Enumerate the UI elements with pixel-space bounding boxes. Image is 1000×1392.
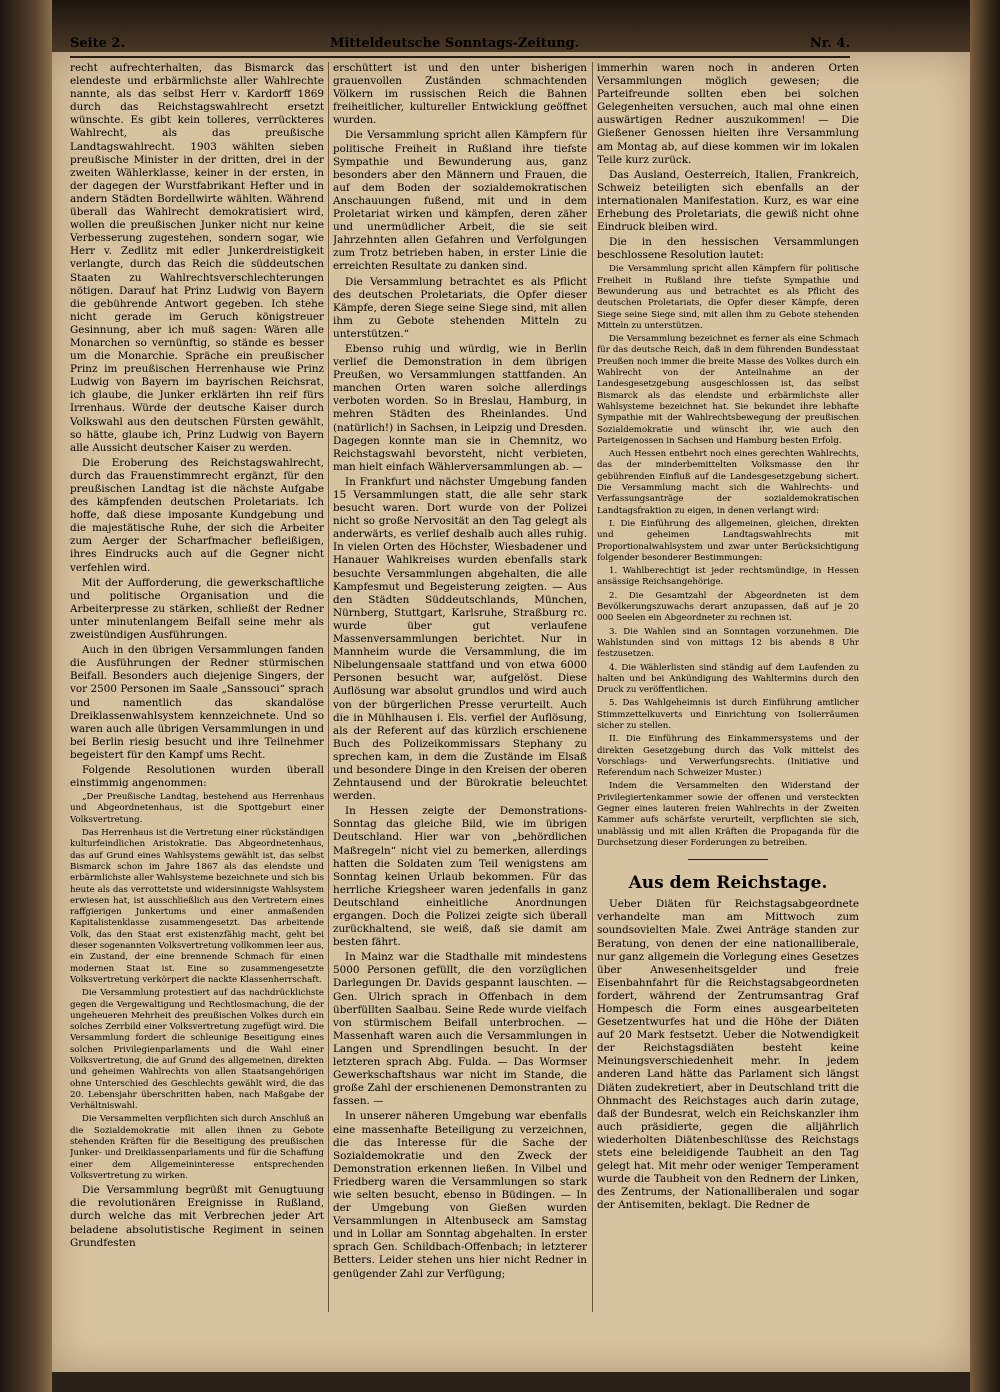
resolution-paragraph: Das Herrenhaus ist die Vertretung einer rückständigen kulturfeindlichen Aristokratie. Das Abgeordnetenhaus, das auf Grund eines Wahlsystems gewählt ist, das selbst Bismarck schon im Jahre 1867 als das elendste und erbärmlichste aller Wahlsysteme bezeichnete und sich bis heute als das verrottetste und widersinnigste Wahlsystem erwiesen hat, ist ausschließlich aus den Vertretern eines raffgierigen Junkertums und einer anmaßenden Kapitalistenklasse zusammengesetzt. Das arbeitende Volk, das den Staat erst existenzfähig macht, geht bei dieser sogenannten Volksvertretung vollkommen leer aus, ein Zustand, der eine brennende Schmach für einen modernen Staat ist. Eine so zusammengesetzte Volksvertretung verkörpert die nackte Klassenherrschaft. — [70, 828, 324, 985]
paragraph: Die in den hessischen Versammlungen beschlossene Resolution lautet: — [597, 236, 859, 262]
column-divider — [328, 62, 329, 1312]
page-edge-right — [970, 0, 1000, 1392]
paragraph: Ueber Diäten für Reichstagsabgeordnete verhandelte man am Mittwoch zum soundsovielten Male. Zwei Anträge standen zur Beratung, von denen der eine nationalliberale, nur ganz allgemein die Vorlegung eines Gesetzes über Anwesenheitsgelder und freie Eisenbahnfahrt für die Reichstagsabgeordneten fordert, während der Zentrumsantrag Graf Hompesch die Form eines ausgearbeiteten Gesetzentwurfes hat und die Höhe der Diäten auf 20 Mark festsetzt. Ueber die Notwendigkeit der Reichstagsdiäten besteht keine Meinungsverschiedenheit mehr. In jedem anderen Land hätte das Parlament sich längst Diäten zudekretiert, aber in Deutschland tritt die Ohnmacht des Reichstages auch darin zutage, daß der Bundesrat, welch ein Reichskanzler ihm auch präsidierte, gegen die alljährlich wiederholten Diätenbeschlüsse des Reichstags stets eine beleidigende Taubheit an den Tag gelegt hat. Mit mehr oder weniger Temperament wurde die Taubheit von den Rednern der Linken, des Zentrums, der Nationalliberalen und sogar der Antisemiten, beklagt. Die Redner de — [597, 898, 859, 1212]
resolution-paragraph: 1. Wahlberechtigt ist jeder rechtsmündige, in Hessen ansässige Reichsangehörige. — [597, 566, 859, 588]
newspaper-title: Mitteldeutsche Sonntags-Zeitung. — [330, 36, 580, 51]
paragraph: Folgende Resolutionen wurden überall einstimmig angenommen: — [70, 763, 324, 790]
resolution-paragraph: II. Die Einführung des Einkammersystems und der direkten Gesetzgebung durch das Volk mittelst des Vorschlags- und Verwerfungsrechts. (Initiative und Referendum nach Schweizer Muster.) — [597, 734, 859, 779]
column-2 — [333, 62, 587, 1312]
paragraph: Auch in den übrigen Versammlungen fanden die Ausführungen der Redner stürmischen Beifall. Besonders auch diejenige Singers, der vor 2500 Personen im Saale „Sanssouci“ sprach und namentlich das skandalöse Dreiklassenwahlsystem kennzeichnete. Und so waren auch alle übrigen Versammlungen in und bei Berlin riesig besucht und ihre Teilnehmer begeistert für den Kampf ums Recht. — [70, 644, 324, 761]
section-ornament — [597, 853, 859, 865]
paragraph: Die Versammlung begrüßt mit Genugtuung die revolutionären Ereignisse in Rußland, durch welche das mit Verbrechen jeder Art beladene absolutistische Regiment in seinen Grundfesten — [70, 1184, 324, 1249]
paragraph: In Hessen zeigte der Demonstrations-Sonntag das gleiche Bild, wie im übrigen Deutschland. Hier war von „behördlichen Maßregeln“ nicht viel zu bemerken, allerdings hatten die Soldaten zum Teil wenigstens am Sonntag keinen Urlaub bekommen. Für das herrliche Kriegsheer waren jedenfalls in ganz Deutschland einheitliche Anordnungen ergangen. Doch die Polizei zeigte sich überall zurückhaltend, sie weiß, daß sie damit am besten fährt. — [333, 805, 587, 949]
column-1 — [70, 62, 324, 1312]
paragraph: In Mainz war die Stadthalle mit mindestens 5000 Personen gefüllt, die den vorzüglichen Darlegungen Dr. Davids gespannt lauschten. — Gen. Ulrich sprach in Offenbach in dem überfüllten Saalbau. Seine Rede wurde vielfach von stürmischem Beifall unterbrochen. — Massenhaft waren auch die Versammlungen in Langen und Sprendlingen besucht. In der letzteren sprach Abg. Fulda. — Das Wormser Gewerkschaftshaus war nicht im Stande, die große Zahl der erschienenen Demonstranten zu fassen. — — [333, 951, 587, 1108]
issue-number: Nr. 4. — [809, 36, 850, 51]
paragraph: Die Eroberung des Reichstagswahlrecht, durch das Frauenstimmrecht ergänzt, für den preußischen Landtag ist die nächste Aufgabe des kämpfenden deutschen Proletariats. Ich hoffe, daß diese imposante Kundgebung und die majestätische Ruhe, der sich die Arbeiter zum Aerger der Scharfmacher befleißigen, ihres Eindrucks auch auf die Gegner nicht verfehlen wird. — [70, 456, 324, 574]
paragraph: Die Versammlung spricht allen Kämpfern für politische Freiheit in Rußland ihre tiefste Sympathie und Bewunderung aus, ganz besonders aber den Männern und Frauen, die auf dem Boden der sozialdemokratischen Anschauungen fußend, mit und in dem Proletariat wirken und kämpfen, deren zäher und unermüdlicher Arbeit, die sie seit Jahrzehnten allen Gefahren und Verfolgungen zum Trotz betrieben haben, in erster Linie die erreichten Resultate zu danken sind. — [333, 129, 587, 273]
paragraph: immerhin waren noch in anderen Orten Versammlungen möglich gewesen; die Parteifreunde sollten eben bei solchen Gelegenheiten versuchen, auch mal ohne einen auswärtigen Redner auszukommen! — Die Gießener Genossen hielten ihre Versammlung am Montag ab, auf diese kommen wir im lokalen Teile kurz zurück. — [597, 62, 859, 166]
resolution-paragraph: „Der Preußische Landtag, bestehend aus Herrenhaus und Abgeordnetenhaus, ist die Spottgeburt einer Volksvertretung. — [70, 792, 324, 825]
resolution-paragraph: Die Versammlung spricht allen Kämpfern für politische Freiheit in Rußland ihre tiefste Sympathie und Bewunderung aus und betrachtet es als Pflicht des deutschen Proletariats, die Opfer dieser Kämpfe, deren Siege seine Siege sind, mit allen ihm zu Gebote stehenden Mitteln zu unterstützen. — [597, 264, 859, 331]
resolution-paragraph: 4. Die Wählerlisten sind ständig auf dem Laufenden zu halten und bei Ankündigung des Wahltermins durch den Druck zu veröffentlichen. — [597, 662, 859, 696]
section-heading: Aus dem Reichstage. — [628, 873, 828, 894]
column-divider — [592, 62, 593, 1312]
paragraph: In unserer näheren Umgebung war ebenfalls eine massenhafte Beteiligung zu verzeichnen, die das Interesse für die Sache der Sozialdemokratie und den Zweck der Demonstration erkennen ließen. In Vilbel und Friedberg waren die Versammlungen so stark wie selten besucht, ebenso in Büdingen. — In der Umgebung von Gießen wurden Versammlungen in Altenbuseck am Samstag und in Lollar am Sonntag abgehalten. In erster sprach Gen. Schildbach-Offenbach; in letzterer Betters. Leider stehen uns hier nicht Redner in genügender Zahl zur Verfügung; — [333, 1110, 587, 1280]
resolution-paragraph: 5. Das Wahlgeheimnis ist durch Einführung amtlicher Stimmzettelkuverts und Einrichtung von Isolierräumen sicher zu stellen. — [597, 698, 859, 731]
page-number: Seite 2. — [70, 36, 125, 51]
paragraph: Das Ausland, Oesterreich, Italien, Frankreich, Schweiz beteiligten sich ebenfalls an der internationalen Manifestation. Kurz, es war eine Erhebung des Proletariats, die gewiß nicht ohne Eindruck bleiben wird. — [597, 168, 859, 234]
paragraph: Ebenso ruhig und würdig, wie in Berlin verlief die Demonstration in dem übrigen Preußen, wo Versammlungen stattfanden. An manchen Orten waren solche allerdings verboten worden. So in Breslau, Hamburg, in mehren Städten des Rheinlandes. Und (natürlich!) in Sachsen, in Leipzig und Dresden. Dagegen konnte man sie in Chemnitz, wo Reichstagswahl bevorsteht, nicht verbieten, man hielt einfach Wählerversammlungen ab. — — [333, 342, 587, 473]
column-3 — [597, 62, 859, 1312]
resolution-paragraph: 3. Die Wahlen sind an Sonntagen vorzunehmen. Die Wahlstunden sind von mittags 12 bis abends 8 Uhr festzusetzen. — [597, 626, 859, 660]
header-rule — [70, 56, 850, 58]
resolution-paragraph: 2. Die Gesamtzahl der Abgeordneten ist dem Bevölkerungszuwachs derart anzupassen, daß auf je 20 000 Seelen ein Abgeordneter zu rechnen ist. — [597, 590, 859, 624]
paragraph: recht aufrechterhalten, das Bismarck das elendeste und erbärmlichste aller Wahlrechte nannte, als das selbst Herr v. Kardorff 1869 durch das Reichstagswahlrecht ersetzt wünschte. Es gibt kein tolleres, verrückteres Wahlrecht, als das preußische Landtagswahlrecht. 1903 wählten sieben preußische Minister in der dritten, drei in der zweiten Wählerklasse, keiner in der ersten, in der dagegen der Wurstfabrikant Hefter und in andern Städten Bordellwirte wählten. Während überall das Wahlrecht demokratisiert wird, wollen die preußischen Junker nicht nur keine Verbesserung zugestehen, sondern sogar, wie Herr v. Zedlitz mit edler Junkerdreistigkeit verlangte, durch das Reich die süddeutschen Staaten zu Wahlrechtsverschlechterungen nötigen. Darauf hat Prinz Ludwig von Bayern die gebührende Antwort gegeben. Ich stehe nicht gerade im Geruch königstreuer Gesinnung, aber ich muß sagen: Wären alle Monarchen so vernünftig, so stände es besser um die Monarchie. Spräche ein preußischer Prinz im preußischen Herrenhause wie Prinz Ludwig von Bayern im bayrischen Reichsrat, ich glaube, die Junker erklärten ihn reif fürs Irrenhaus. Würde der deutsche Kaiser durch Volkswahl aus den deutschen Fürsten gewählt, so hätte, glaube ich, Prinz Ludwig von Bayern alle Aussicht deutscher Kaiser zu werden. — [70, 62, 324, 454]
resolution-paragraph: Indem die Versammelten den Widerstand der Privilegiertenkammer sowie der offenen und versteckten Gegner eines lauteren freien Wahlrechts in der Zweiten Kammer aufs schärfste verurteilt, verpflichten sie sich, unablässig und mit allen Kräften die Propaganda für die Durchsetzung dieser Forderungen zu betreiben. — [597, 781, 859, 848]
resolution-paragraph: Die Versammlung protestiert auf das nachdrücklichste gegen die Vergewaltigung und Rechtlosmachung, die der ungeheueren Mehrheit des preußischen Volkes durch ein solches Zerrbild einer Volksvertretung zugefügt wird. Die Versammlung fordert die schleunige Beseitigung eines solchen Privilegienparlaments und die Wahl einer Volksvertretung, die auf Grund des allgemeinen, direkten und geheimen Wahlrechts von allen Staatsangehörigen ohne Unterschied des Geschlechts gewählt wird, die das 20. Lebensjahr überschritten haben, nach Maßgabe der Verhältniswahl. — [70, 988, 324, 1112]
page-gutter-left — [0, 0, 52, 1392]
paragraph: Die Versammlung betrachtet es als Pflicht des deutschen Proletariats, die Opfer dieser Kämpfe, deren Siege seine Siege sind, mit allen ihm zu Gebote stehenden Mitteln zu unterstützen.“ — [333, 275, 587, 340]
resolution-paragraph: Die Versammelten verpflichten sich durch Anschluß an die Sozialdemokratie mit allen ihnen zu Gebote stehenden Kräften für die Beseitigung des preußischen Junker- und Dreiklassenparlaments und für die Schaffung einer dem Allgemeininteresse entsprechenden Volksvertretung zu wirken. — [70, 1114, 324, 1181]
paragraph: Mit der Aufforderung, die gewerkschaftliche und politische Organisation und die Arbeiterpresse zu stärken, schließt der Redner unter minutenlangem Beifall seine mehr als zweistündigen Ausführungen. — [70, 576, 324, 642]
paragraph: In Frankfurt und nächster Umgebung fanden 15 Versammlungen statt, die alle sehr stark besucht waren. Dort wurde von der Polizei nicht so große Nervosität an den Tag gelegt als anderwärts, es verlief deshalb auch alles ruhig. In vielen Orten des Höchster, Wiesbadener und Hanauer Wahlkreises wurden ebenfalls stark besuchte Versammlungen abgehalten, die alle Kampfesmut und Begeisterung zeigten. — Aus den Städten Süddeutschlands, München, Nürnberg, Stuttgart, Karlsruhe, Straßburg rc. wurde über gut verlaufene Massenversammlungen berichtet. Nur in Mannheim wurde die Versammlung, die im Nibelungensaale stattfand und von etwa 6000 Personen besucht war, aufgelöst. Diese Auflösung war absolut grundlos und wird auch von der bürgerlichen Presse verurteilt. Auch die in Mühlhausen i. Els. verfiel der Auflösung, als der Referent auf das kürzlich erschienene Buch des Polizeikommissars Stephany zu sprechen kam, in dem die Zustände im Elsaß und besondere Dinge in den Kreisen der oberen Zehntausend und der Bürokratie beleuchtet werden. — [333, 475, 587, 803]
resolution-paragraph: I. Die Einführung des allgemeinen, gleichen, direkten und geheimen Landtagswahlrechts mit Proportionalwahlsystem und zwar unter Berücksichtigung folgender besonderer Bestimmungen: — [597, 518, 859, 563]
page-header — [70, 30, 850, 56]
resolution-paragraph: Die Versammlung bezeichnet es ferner als eine Schmach für das deutsche Reich, daß in dem führenden Bundesstaat Preußen noch immer die breite Masse des Volkes durch ein Wahlrecht von der Anteilnahme an der Landesgesetzgebung ausgeschlossen ist, das selbst Bismarck als das elendste und erbärmlichste aller Wahlsysteme bezeichnet hat. Sie bekundet ihre lebhafte Sympathie mit der Wahlrechtsbewegung der preußischen Sozialdemokratie und wünscht ihr, wie auch den Parteigenossen in Sachsen und Hamburg besten Erfolg. — [597, 334, 859, 446]
resolution-paragraph: Auch Hessen entbehrt noch eines gerechten Wahlrechts, das der minderbemittelten Volksmasse den ihr gebührenden Einfluß auf die Landesgesetzgebung sichert. Die Versammlung macht sich die Wahlrechts- und Verfassungsanträge der sozialdemokratischen Landtagsfraktion zu eigen, in denen verlangt wird: — [597, 449, 859, 516]
paragraph: erschüttert ist und den unter bisherigen grauenvollen Zuständen schmachtenden Völkern im russischen Reich die Bahnen freiheitlicher, kultureller Entwicklung geöffnet wurden. — [333, 62, 587, 127]
